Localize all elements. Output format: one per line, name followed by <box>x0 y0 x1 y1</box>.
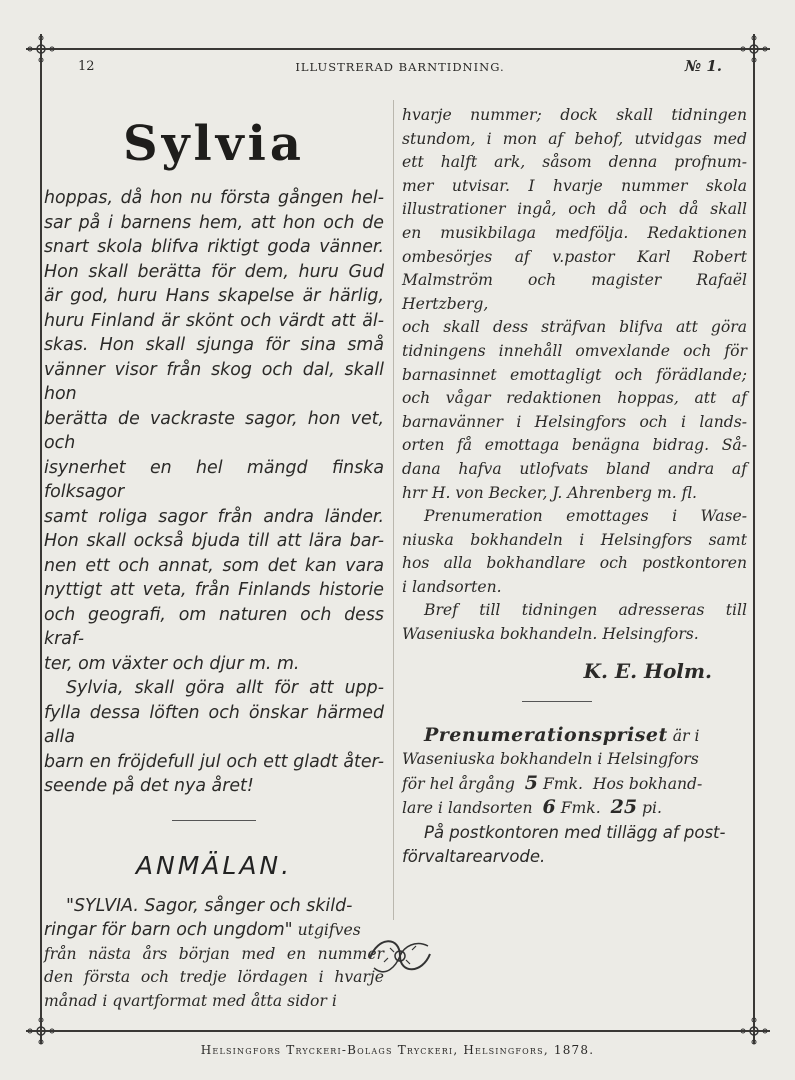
subscription-paragraph <box>402 505 747 599</box>
corner-ornament-icon <box>740 35 768 63</box>
text-line: ett halft ark, såsom denna profnum- <box>402 153 747 172</box>
text-line: tidningens innehåll omvexlande och för <box>402 341 747 360</box>
text-line: Bref till tidningen adresseras till <box>424 601 747 620</box>
price-heading: Prenumerationspriset <box>424 723 668 746</box>
frame-top <box>26 48 770 50</box>
editor-signature: K. E. Holm. <box>583 658 712 683</box>
decorative-vignette-icon <box>360 928 440 984</box>
price-line <box>402 772 747 797</box>
text-line: och geografi, om naturen och dess kraf- <box>44 604 384 649</box>
right-column <box>402 104 747 868</box>
running-head <box>70 57 730 81</box>
price-text: är i <box>667 726 700 745</box>
issue-number: № 1. <box>684 57 722 75</box>
text-line: och skall dess sträfvan blifva att göra <box>402 318 747 337</box>
announcement-line <box>44 918 384 943</box>
sylvia-closing <box>44 676 384 799</box>
currency: pi. <box>642 799 662 818</box>
text-line: den första och tredje lördagen i hvarje <box>44 968 384 987</box>
editorial-paragraph <box>402 104 747 505</box>
text-line: hoppas, då hon nu första gången hel- <box>44 188 384 208</box>
frame-bottom <box>26 1030 770 1032</box>
frame-left <box>40 34 42 1044</box>
price-amount: 5 <box>524 771 538 794</box>
text-line: berätta de vackraste sagor, hon vet, och <box>44 408 384 453</box>
text-line: skas. Hon skall sjunga för sina små <box>44 335 384 355</box>
text-line: isynerhet en hel mängd finska folksagor <box>44 457 384 502</box>
text-line: Hon skall berätta för dem, huru Gud <box>44 261 384 282</box>
text-line: från nästa års början med en nummer <box>44 944 384 963</box>
text-line: Malmström och magister Rafaël Hertzberg, <box>402 271 747 313</box>
announcement-text <box>44 943 384 1014</box>
text-line: stundom, i mon af behof, utvidgas med <box>402 129 747 148</box>
text-line: ter, om växter och djur m. m. <box>44 653 300 674</box>
currency: Fmk. <box>542 774 583 793</box>
page-number: 12 <box>78 59 95 74</box>
text-line: mer utvisar. I hvarje nummer skola <box>402 176 747 195</box>
announcement-text: utgifves <box>292 921 361 939</box>
price-amount: 25 <box>610 796 638 819</box>
text-line: hvarje nummer; dock skall tidningen <box>402 106 747 124</box>
text-line: nen ett och annat, som det kan vara <box>44 555 384 576</box>
text-line: dana hafva utlofvats bland andra af <box>402 459 747 478</box>
text-line: är god, huru Hans skapelse är härlig, <box>44 286 384 306</box>
corner-ornament-icon <box>740 1017 768 1045</box>
text-line: huru Finland är skönt och värdt att äl- <box>44 310 384 331</box>
printer-imprint: Helsingfors Tryckeri-Bolags Tryckeri, Helsingfors, 1878. <box>200 1043 595 1057</box>
text-line: Prenumeration emottages i Wase- <box>424 507 747 526</box>
price-line: På postkontoren med tillägg af post- <box>424 823 726 843</box>
price-line: förvaltarearvode. <box>402 846 546 866</box>
announcement-subtitle: ringar för barn och ungdom" <box>44 920 293 940</box>
text-line: Sylvia, skall göra allt för att upp- <box>66 678 384 698</box>
text-line: illustrationer ingå, och då och då skall <box>402 200 747 219</box>
text-line: Hon skall också bjuda till att lära bar- <box>44 531 384 551</box>
text-line: vänner visor från skog och dal, skall hon <box>44 359 384 404</box>
section-divider <box>522 701 592 702</box>
text-line: och vågar redaktionen hoppas, att af <box>402 389 747 408</box>
price-line: Waseniuska bokhandeln i Helsingfors <box>402 750 699 769</box>
price-text: lare i landsorten <box>402 799 533 818</box>
announcement-line: "SYLVIA. Sagor, sånger och skild- <box>66 895 353 916</box>
text-line: en musikbilaga medfölja. Redaktionen <box>402 223 747 242</box>
announcement-heading: ANMÄLAN. <box>135 850 293 880</box>
sylvia-text <box>44 186 384 676</box>
text-line: i landsorten. <box>402 577 502 596</box>
left-column <box>44 104 384 1013</box>
text-line: sar på i barnens hem, att hon och de <box>44 212 384 233</box>
price-text: Hos bokhand- <box>592 774 703 793</box>
text-line: barnavänner i Helsingfors och i lands- <box>402 412 747 431</box>
text-line: barn en fröjdefull jul och ett gladt åter- <box>44 751 384 772</box>
text-line: hos alla bokhandlare och postkontoren <box>402 554 747 573</box>
text-line: orten få emottaga benägna bidrag. Så- <box>402 436 747 455</box>
text-line: nyttigt att veta, från Finlands historie <box>44 580 384 600</box>
price-amount: 6 <box>542 796 556 819</box>
currency: Fmk. <box>560 799 601 818</box>
column-divider <box>393 100 394 920</box>
price-line <box>402 724 747 749</box>
text-line: hrr H. von Becker, J. Ahrenberg m. fl. <box>402 483 698 502</box>
text-line: samt roliga sagor från andra länder. <box>44 506 384 527</box>
price-text: för hel årgång <box>402 774 515 793</box>
text-line: Waseniuska bokhandeln. Helsingfors. <box>402 625 699 644</box>
letters-paragraph <box>402 599 747 646</box>
text-line: fylla dessa löften och önskar härmed alla <box>44 702 384 747</box>
text-line: månad i qvartformat med åtta sidor i <box>44 991 337 1010</box>
text-line: niuska bokhandeln i Helsingfors samt <box>402 530 747 549</box>
text-line: barnasinnet emottagligt och förädlande; <box>402 365 747 384</box>
section-divider <box>172 820 256 821</box>
text-line: snart skola blifva riktigt goda vänner. <box>44 237 384 257</box>
sylvia-title: Sylvia <box>122 116 305 172</box>
corner-ornament-icon <box>27 35 55 63</box>
text-line: seende på det nya året! <box>44 776 254 796</box>
corner-ornament-icon <box>27 1017 55 1045</box>
text-line: ombesörjes af v.pastor Karl Robert <box>402 247 747 266</box>
journal-title: ILLUSTRERAD BARNTIDNING. <box>295 60 505 74</box>
frame-right <box>753 34 755 1044</box>
price-line <box>402 796 747 821</box>
